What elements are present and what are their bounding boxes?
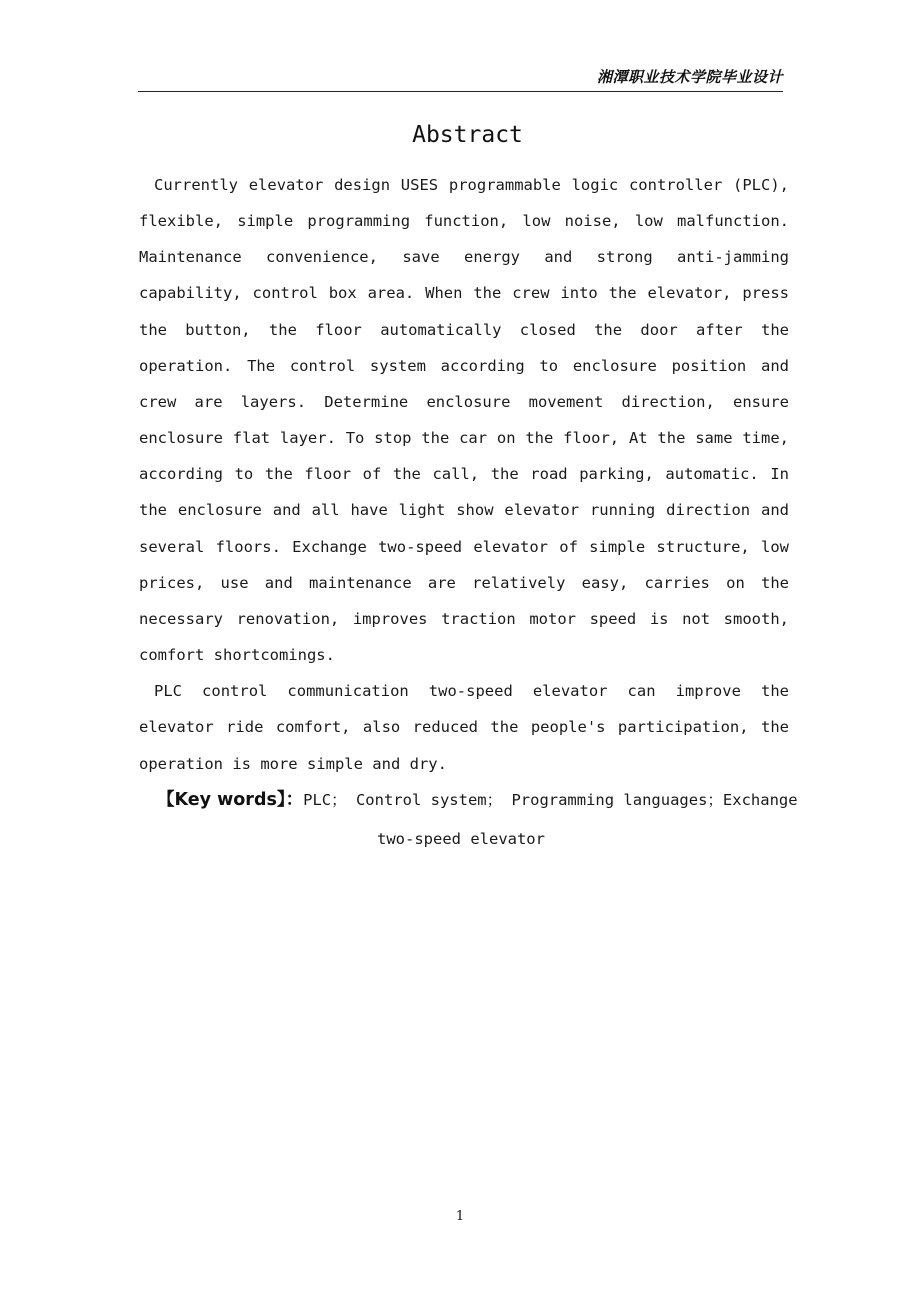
page-number: 1 xyxy=(455,1209,465,1224)
abstract-paragraph-2: PLC control communication two-speed elevator can improve the elevator ride comfort, also reduced the people's participation, the operation is more simple and dry. xyxy=(139,682,789,773)
header-rule xyxy=(138,91,783,92)
abstract-title: Abstract xyxy=(412,122,523,148)
abstract-body xyxy=(139,167,789,782)
keywords-line xyxy=(157,786,837,811)
running-header: 湘潭职业技术学院毕业设计 xyxy=(596,68,783,86)
keywords-continuation: two-speed elevator xyxy=(377,830,545,848)
keywords-label: 【Key words】： xyxy=(157,790,304,810)
abstract-paragraph-1: Currently elevator design USES programmable logic controller (PLC), flexible, simple programming function, low noise, low malfunction. Maintenance convenience, save energy and strong anti-jamming capability, control box area. When the crew into the elevator, press the button, the floor automatically closed the door after the operation. The control system according to enclosure position and crew are layers. Determine enclosure movement direction, ensure enclosure flat layer. To stop the car on the floor, At the same time, according to the floor of the call, the road parking, automatic. In the enclosure and all have light show elevator running direction and several floors. Exchange two-speed elevator of simple structure, low prices, use and maintenance are relatively easy, carries on the necessary renovation, improves traction motor speed is not smooth, comfort shortcomings. xyxy=(139,176,789,665)
keywords-list: PLC； Control system； Programming languages；Exchange xyxy=(303,791,798,809)
